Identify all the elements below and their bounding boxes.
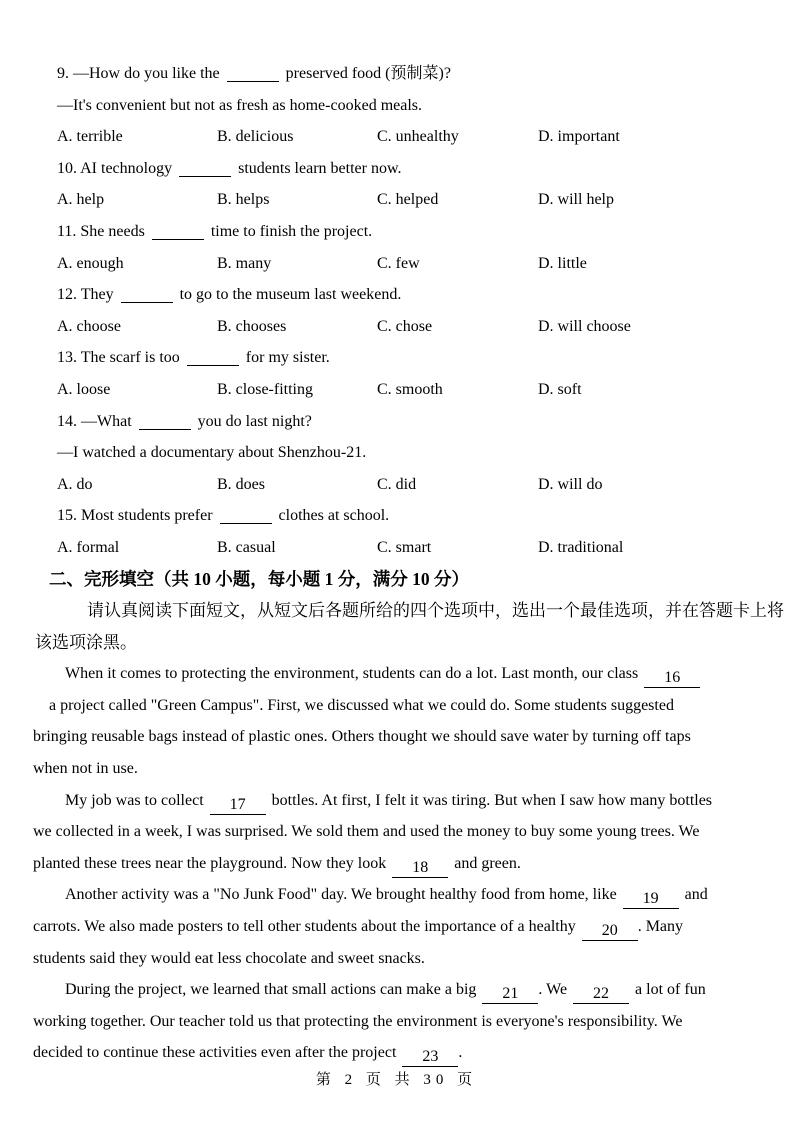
question-text: to go to the museum last weekend. xyxy=(179,286,402,304)
option-b: B. casual xyxy=(217,538,276,556)
question-15-options xyxy=(57,532,793,564)
question-13-options xyxy=(57,374,793,406)
option-d: D. traditional xyxy=(538,538,624,556)
question-15-stem xyxy=(57,500,793,532)
instruction-line: 请认真阅读下面短文，从短文后各题所给的四个选项中，选出一个最佳选项，并在答题卡上将 xyxy=(87,601,784,621)
question-9-stem xyxy=(57,58,793,90)
question-text: clothes at school. xyxy=(278,507,390,525)
question-14-followup: —I watched a documentary about Shenzhou-21. xyxy=(57,444,367,462)
option-b: B. chooses xyxy=(217,317,287,335)
passage-line xyxy=(33,974,793,1006)
passage-text: . xyxy=(458,1044,463,1062)
option-a: A. loose xyxy=(57,380,111,398)
multiple-choice-section xyxy=(0,58,793,564)
option-b: B. does xyxy=(217,475,265,493)
option-c: C. did xyxy=(377,475,417,493)
question-text: students learn better now. xyxy=(238,159,402,177)
passage-text: bottles. At first, I felt it was tiring. But when I saw how many bottles xyxy=(271,791,713,809)
passage-line xyxy=(33,785,793,817)
question-text: 12. They xyxy=(57,286,114,304)
question-text: you do last night? xyxy=(197,412,312,430)
passage-line: working together. Our teacher told us that protecting the environment is everyone's responsibility. We xyxy=(33,1012,683,1030)
answer-blank xyxy=(139,417,191,430)
answer-blank xyxy=(227,69,279,82)
passage-text: planted these trees near the playground. Now they look xyxy=(33,854,387,872)
option-c: C. unhealthy xyxy=(377,128,459,146)
passage-line: students said they would eat less chocolate and sweet snacks. xyxy=(33,949,425,967)
passage-line xyxy=(33,879,793,911)
question-text: for my sister. xyxy=(245,349,330,367)
option-d: D. important xyxy=(538,128,620,146)
option-a: A. enough xyxy=(57,254,124,272)
option-d: D. will do xyxy=(538,475,603,493)
passage-line xyxy=(33,658,793,690)
passage-text: . Many xyxy=(637,918,684,936)
question-14-stem xyxy=(57,406,793,438)
question-text: 14. —What xyxy=(57,412,132,430)
passage-text: a lot of fun xyxy=(635,981,706,999)
cloze-blank-17: 17 xyxy=(210,795,266,815)
page-number-footer: 第 2 页 共 30 页 xyxy=(315,1072,478,1088)
passage-line xyxy=(33,911,793,943)
question-11-stem xyxy=(57,216,793,248)
passage-text: During the project, we learned that small actions can make a big xyxy=(65,981,477,999)
passage-text: decided to continue these activities even after the project xyxy=(33,1044,397,1062)
option-b: B. close-fitting xyxy=(217,380,313,398)
answer-blank xyxy=(187,353,239,366)
question-text: 11. She needs xyxy=(57,222,145,240)
passage-line xyxy=(33,1037,793,1069)
option-c: C. smart xyxy=(377,538,432,556)
option-c: C. few xyxy=(377,254,420,272)
passage-text: and xyxy=(684,886,708,904)
question-text: time to finish the project. xyxy=(210,222,373,240)
option-a: A. choose xyxy=(57,317,121,335)
passage-line: when not in use. xyxy=(33,760,138,778)
option-d: D. will choose xyxy=(538,317,631,335)
option-d: D. soft xyxy=(538,380,582,398)
question-text: 10. AI technology xyxy=(57,159,173,177)
passage-text: When it comes to protecting the environment, students can do a lot. Last month, our class xyxy=(65,665,639,683)
cloze-blank-16: 16 xyxy=(644,668,700,688)
question-10-options xyxy=(57,184,793,216)
question-12-stem xyxy=(57,279,793,311)
question-13-stem xyxy=(57,342,793,374)
passage-line: bringing reusable bags instead of plastic ones. Others thought we should save water by turning off taps xyxy=(33,728,691,746)
question-11-options xyxy=(57,248,793,280)
passage-text: Another activity was a "No Junk Food" day. We brought healthy food from home, like xyxy=(65,886,617,904)
passage-text: My job was to collect xyxy=(65,791,204,809)
question-text: 9. —How do you like the xyxy=(57,65,220,82)
instruction-line: 该选项涂黑。 xyxy=(35,632,137,652)
option-c: C. chose xyxy=(377,317,433,335)
question-9-followup: —It's convenient but not as fresh as home-cooked meals. xyxy=(57,96,423,114)
option-c: C. helped xyxy=(377,191,439,209)
passage-text: carrots. We also made posters to tell other students about the importance of a healthy xyxy=(33,918,576,936)
cloze-instructions xyxy=(0,595,793,658)
option-a: A. terrible xyxy=(57,128,123,146)
question-text: preserved food (预制菜)? xyxy=(285,65,451,82)
cloze-blank-18: 18 xyxy=(392,858,448,878)
answer-blank xyxy=(220,511,272,524)
passage-text: and green. xyxy=(454,854,521,872)
passage-line: we collected in a week, I was surprised. We sold them and used the money to buy some young trees. We xyxy=(33,823,700,841)
passage-text: . We xyxy=(538,981,568,999)
question-text: 13. The scarf is too xyxy=(57,349,180,367)
cloze-blank-20: 20 xyxy=(582,921,638,941)
option-a: A. formal xyxy=(57,538,120,556)
question-10-stem xyxy=(57,153,793,185)
option-c: C. smooth xyxy=(377,380,443,398)
passage-line: a project called "Green Campus". First, we discussed what we could do. Some students suggested xyxy=(49,696,674,714)
question-text: 15. Most students prefer xyxy=(57,507,213,525)
question-14-options xyxy=(57,469,793,501)
cloze-blank-19: 19 xyxy=(623,889,679,909)
cloze-blank-23: 23 xyxy=(402,1047,458,1067)
option-a: A. help xyxy=(57,191,105,209)
answer-blank xyxy=(121,290,173,303)
option-b: B. helps xyxy=(217,191,270,209)
passage-line xyxy=(33,848,793,880)
cloze-blank-21: 21 xyxy=(482,984,538,1004)
answer-blank xyxy=(152,227,204,240)
question-9-options xyxy=(57,121,793,153)
option-d: D. little xyxy=(538,254,587,272)
option-a: A. do xyxy=(57,475,93,493)
cloze-blank-22: 22 xyxy=(573,984,629,1004)
cloze-passage xyxy=(0,658,793,1069)
cloze-section-heading: 二、完形填空（共 10 小题，每小题 1 分，满分 10 分） xyxy=(49,568,469,589)
option-b: B. many xyxy=(217,254,272,272)
option-b: B. delicious xyxy=(217,128,294,146)
question-12-options xyxy=(57,311,793,343)
option-d: D. will help xyxy=(538,191,614,209)
answer-blank xyxy=(179,164,231,177)
